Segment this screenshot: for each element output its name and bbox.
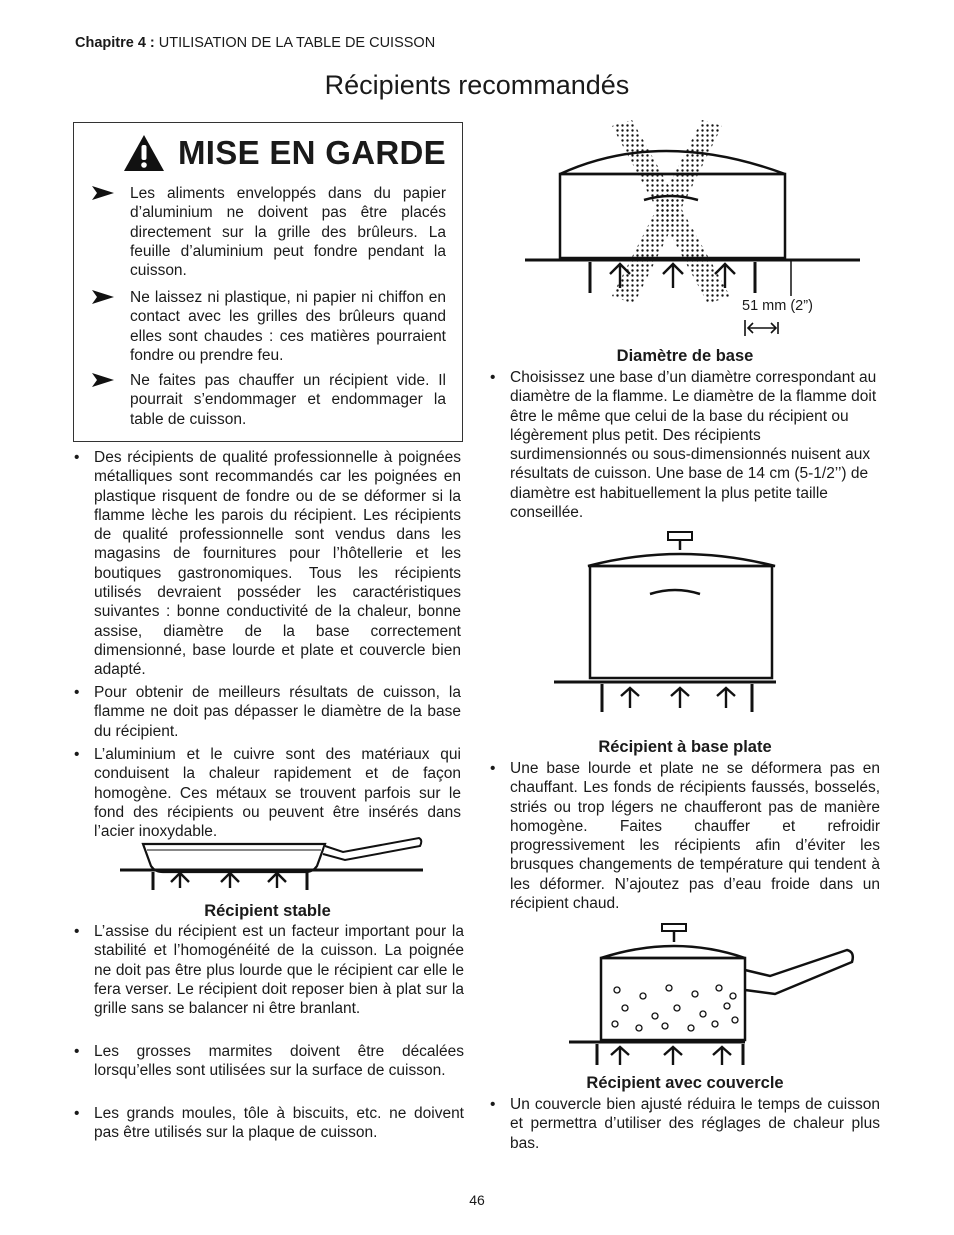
bullet-dot: • <box>490 369 496 386</box>
warning-box <box>73 122 463 442</box>
page-title: Récipients recommandés <box>324 70 630 100</box>
warning-item <box>90 371 446 429</box>
bullet-item <box>74 922 464 1018</box>
couvercle-caption: Récipient avec couvercle <box>586 1074 784 1092</box>
bullet-item <box>490 1095 880 1153</box>
arrowhead-icon <box>92 290 114 304</box>
warning-item <box>90 184 446 280</box>
dimension-label: 51 mm (2”) <box>742 298 813 314</box>
bullet-text: Les grosses marmites doivent être décalées lorsqu’elles sont utilisées sur la surface de cuisson. <box>94 1043 464 1080</box>
warning-header <box>122 133 446 173</box>
bullet-text: Les grands moules, tôle à biscuits, etc. ne doivent pas être utilisés sur la plaque de cuisson. <box>94 1105 464 1142</box>
bullet-item <box>74 1104 464 1143</box>
diametre-caption: Diamètre de base <box>616 347 754 365</box>
chapter-section: UTILISATION DE LA TABLE DE CUISSON <box>158 35 436 51</box>
bullet-item <box>74 745 461 841</box>
bullet-item <box>490 368 880 522</box>
covered-saucepan-illustration <box>565 920 857 1070</box>
arrowhead-icon <box>92 186 114 200</box>
bullet-text: L’assise du récipient est un facteur important pour la stabilité et l’homogénéité de la cuisson. La poignée ne doit pas être plus lourde que le récipient car elle le fera verser. Le récipient doit reposer bien à plat sur la grille sans se balancer ni être branlant. <box>94 923 464 1018</box>
plate-caption: Récipient à base plate <box>598 738 772 756</box>
bullet-item <box>74 1042 464 1081</box>
stable-caption: Récipient stable <box>204 902 331 920</box>
bullet-dot: • <box>74 1043 80 1060</box>
page-number: 46 <box>469 1192 485 1208</box>
warning-triangle-icon <box>122 133 166 173</box>
warning-title: MISE EN GARDE <box>178 134 446 171</box>
bullet-text: Pour obtenir de meilleurs résultats de cuisson, la flamme ne doit pas dépasser le diamètre de la base du récipient. <box>94 684 461 740</box>
bullet-dot: • <box>74 684 80 701</box>
bullet-text: Choisissez une base d’un diamètre correspondant au diamètre de la flamme. Le diamètre de la flamme doit être le même que celui de la base du récipient ou légèrement plus petit. Des récipients surdimensionnés ou sous-dimensionnés nuisent aux résultats de cuisson. Une base de 14 cm (5-1/2’’) de diamètre est habituellement la plus petite taille conseillée. <box>510 369 877 522</box>
bullet-text: Une base lourde et plate ne se déformera pas en chauffant. Les fonds de récipients faussés, bosselés, striés ou trop légers ne chaufferont pas de manière homogène. Faites chauffer et refroidir progressivement les récipients afin d’éviter les brusques changements de température qui tendent à les déformer. N’ajoutez pas d’eau froide dans un récipient chaud. <box>510 760 880 913</box>
bullet-dot: • <box>74 746 80 763</box>
chapter-label: Chapitre 4 : <box>75 35 155 51</box>
bullet-dot: • <box>74 923 80 940</box>
warning-item-text: Ne laissez ni plastique, ni papier ni chiffon en contact avec les grilles des brûleurs quand elles sont chaudes : ces matières pourraient fondre ou prendre feu. <box>130 289 446 364</box>
bullet-dot: • <box>490 760 496 777</box>
bullet-text: Des récipients de qualité professionnelle à poignées métalliques sont recommandés car les poignées en plastique risquent de fondre ou de se déformer si la flamme lèche les parois du récipient. Les récipients de qualité professionnelle sont vendus dans les magasins de fournitures pour l’hôtellerie et les boutiques gastronomiques. Tous les récipients utilisés devraient posséder les caractéristiques suivantes : bonne conductivité de la chaleur, bonne assise, diamètre de la base correctement dimensionné, base lourde et plate et couvercle bien adapté. <box>94 449 461 679</box>
bullet-text: L’aluminium et le cuivre sont des matériaux qui conduisent la chaleur rapidement et de façon homogène. Ces métaux se trouvent parfois sur le fond des récipients ou peuvent être insérés dans l’acier inoxydable. <box>94 746 461 841</box>
frying-pan-illustration <box>115 830 425 896</box>
warning-item-text: Ne faites pas chauffer un récipient vide. Il pourrait s’endommager et endommager la table de cuisson. <box>130 372 446 428</box>
oversized-pot-illustration <box>520 118 865 343</box>
arrowhead-icon <box>92 373 114 387</box>
warning-item-text: Les aliments enveloppés dans du papier d’aluminium ne doivent pas être placés directement sur la grille des brûleurs. La feuille d’aluminium peut fondre pendant la cuisson. <box>130 185 446 280</box>
bullet-text: Un couvercle bien ajusté réduira le temps de cuisson et permettra d’utiliser des réglages de chaleur plus bas. <box>510 1096 880 1152</box>
bullet-dot: • <box>490 1096 496 1113</box>
flat-base-pot-illustration <box>550 530 780 720</box>
warning-item <box>90 288 446 365</box>
bullet-item <box>74 448 461 680</box>
bullet-item <box>74 683 461 741</box>
bullet-dot: • <box>74 449 80 466</box>
chapter-header <box>75 35 435 51</box>
bullet-item <box>490 759 880 913</box>
bullet-dot: • <box>74 1105 80 1122</box>
